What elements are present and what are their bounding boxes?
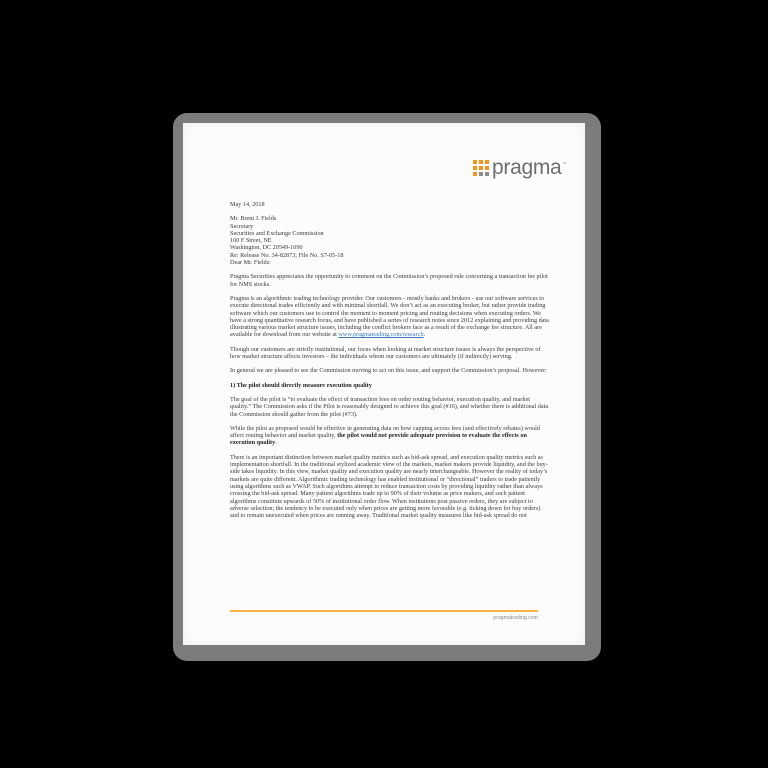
paragraph-pilot-goal: The goal of the pilot is “to evaluate the effect of transaction fees on order routing behavior, execution quality, and market quality.” The Commission asks if the Pilot is reasonably designed to achieve this goal (#16), and whether there is additional data the Commission should gather from the pilot (#73). — [230, 395, 549, 418]
salutation: Dear Mr. Fields: — [230, 259, 271, 267]
paragraph-support: In general we are pleased to see the Commission moving to act on this issue, and support the Commission’s proposal. However: — [230, 367, 547, 375]
paragraph-text: Pragma is an algorithmic trading technology provider. Our customers - mostly banks and brokers - use our software services to execute directional trades efficiently and with minimal shortfall. We don’t act as an executing broker, but rather provide trading software which our customers use to control the moment to moment pricing and routing decisions when executing orders. We have a strong quantitative research focus, and have published a series of research notes since 2012 explaining and providing data illustrating various market structure issues, including the conflict brokers face as a result of the exchange fee structure. All are available for download from our website at — [230, 294, 549, 339]
logo-dot — [485, 166, 489, 170]
logo-dot — [479, 166, 483, 170]
footer-url: pragmatrading.com — [493, 615, 538, 621]
logo-dot — [485, 172, 489, 176]
address-line: Secretary — [230, 222, 254, 230]
letter-date: May 14, 2018 — [230, 201, 265, 208]
logo-dot — [473, 160, 477, 164]
address-line: Washington, DC 20549-1090 — [230, 244, 303, 252]
paragraph-intro: Pragma Securities appreciates the opportunity to comment on the Commission’s proposed rule concerning a transaction fee pilot for NMS stocks. — [230, 273, 548, 288]
paragraph-investor-focus: Though our customers are strictly institutional, our focus when looking at market structure issues is always the perspective of how market structure affects investors – the individuals whom our customers are ultimately (if indirectly) serving. — [230, 345, 541, 361]
bold-statement: the pilot would not provide adequate provision to evaluate the effects on execution quality — [230, 432, 527, 447]
paragraph-text: While the pilot as proposed would be effective in generating data on how capping access fees (and effectively rebates) would affect routing behavior and market quality, — [230, 424, 540, 440]
footer-rule — [230, 610, 538, 612]
research-link[interactable]: www.pragmatrading.com/research — [338, 331, 424, 339]
logo-dot — [473, 172, 477, 176]
paragraph-quality-distinction: There is an important distinction between market quality metrics such as bid-ask spread, and execution quality metrics such as implementation shortfall. In the traditional stylized academic view of the markets, market makers provide liquidity, and the buy-side takes liquidity. In this view, market quality and execution quality are nearly interchangeable. However the reality of today’s markets are quite different. Algorithmic trading technology has enabled institutional or “directional” traders to trade patiently using algorithms such as VWAP. Such algorithms attempt to reduce transaction costs by providing liquidity rather than always crossing the bid-ask spread. Many patient algorithms trade up to 90% of their volume as price makers, and such patient algorithms constitute upwards of 50% of institutional order flow. When institutions post passive orders, they are subject to adverse selection; the tendency to be executed only when prices are getting more favorable (e.g. ticking down for buy orders) and to remain unexecuted when prices are running away. Traditional market quality measures like bid-ask spread do not — [230, 453, 548, 520]
address-line: 100 F Street, NE — [230, 237, 272, 245]
address-line: Re: Release No. 34-82873; File No. S7-05-18 — [230, 251, 344, 259]
paragraph-text: . — [275, 439, 277, 447]
logo-dot — [485, 160, 489, 164]
logo-dot — [479, 172, 483, 176]
recipient-address — [230, 215, 550, 259]
pragma-logo — [473, 153, 566, 181]
logo-trademark: ™ — [562, 161, 567, 166]
paragraph-text: . — [423, 331, 426, 339]
letter-body — [230, 201, 550, 526]
address-line: Securities and Exchange Commission — [230, 229, 324, 237]
logo-dot — [473, 166, 477, 170]
logo-dot — [479, 160, 483, 164]
address-line: Mr. Brent J. Fields — [230, 215, 277, 223]
paragraph-about-pragma — [230, 295, 550, 339]
section-heading: 1) The pilot should directly measure execution quality — [230, 381, 372, 389]
logo-wordmark: pragma — [492, 155, 562, 179]
logo-dot-grid-icon — [473, 160, 489, 176]
paragraph-pilot-effectiveness — [230, 425, 550, 447]
